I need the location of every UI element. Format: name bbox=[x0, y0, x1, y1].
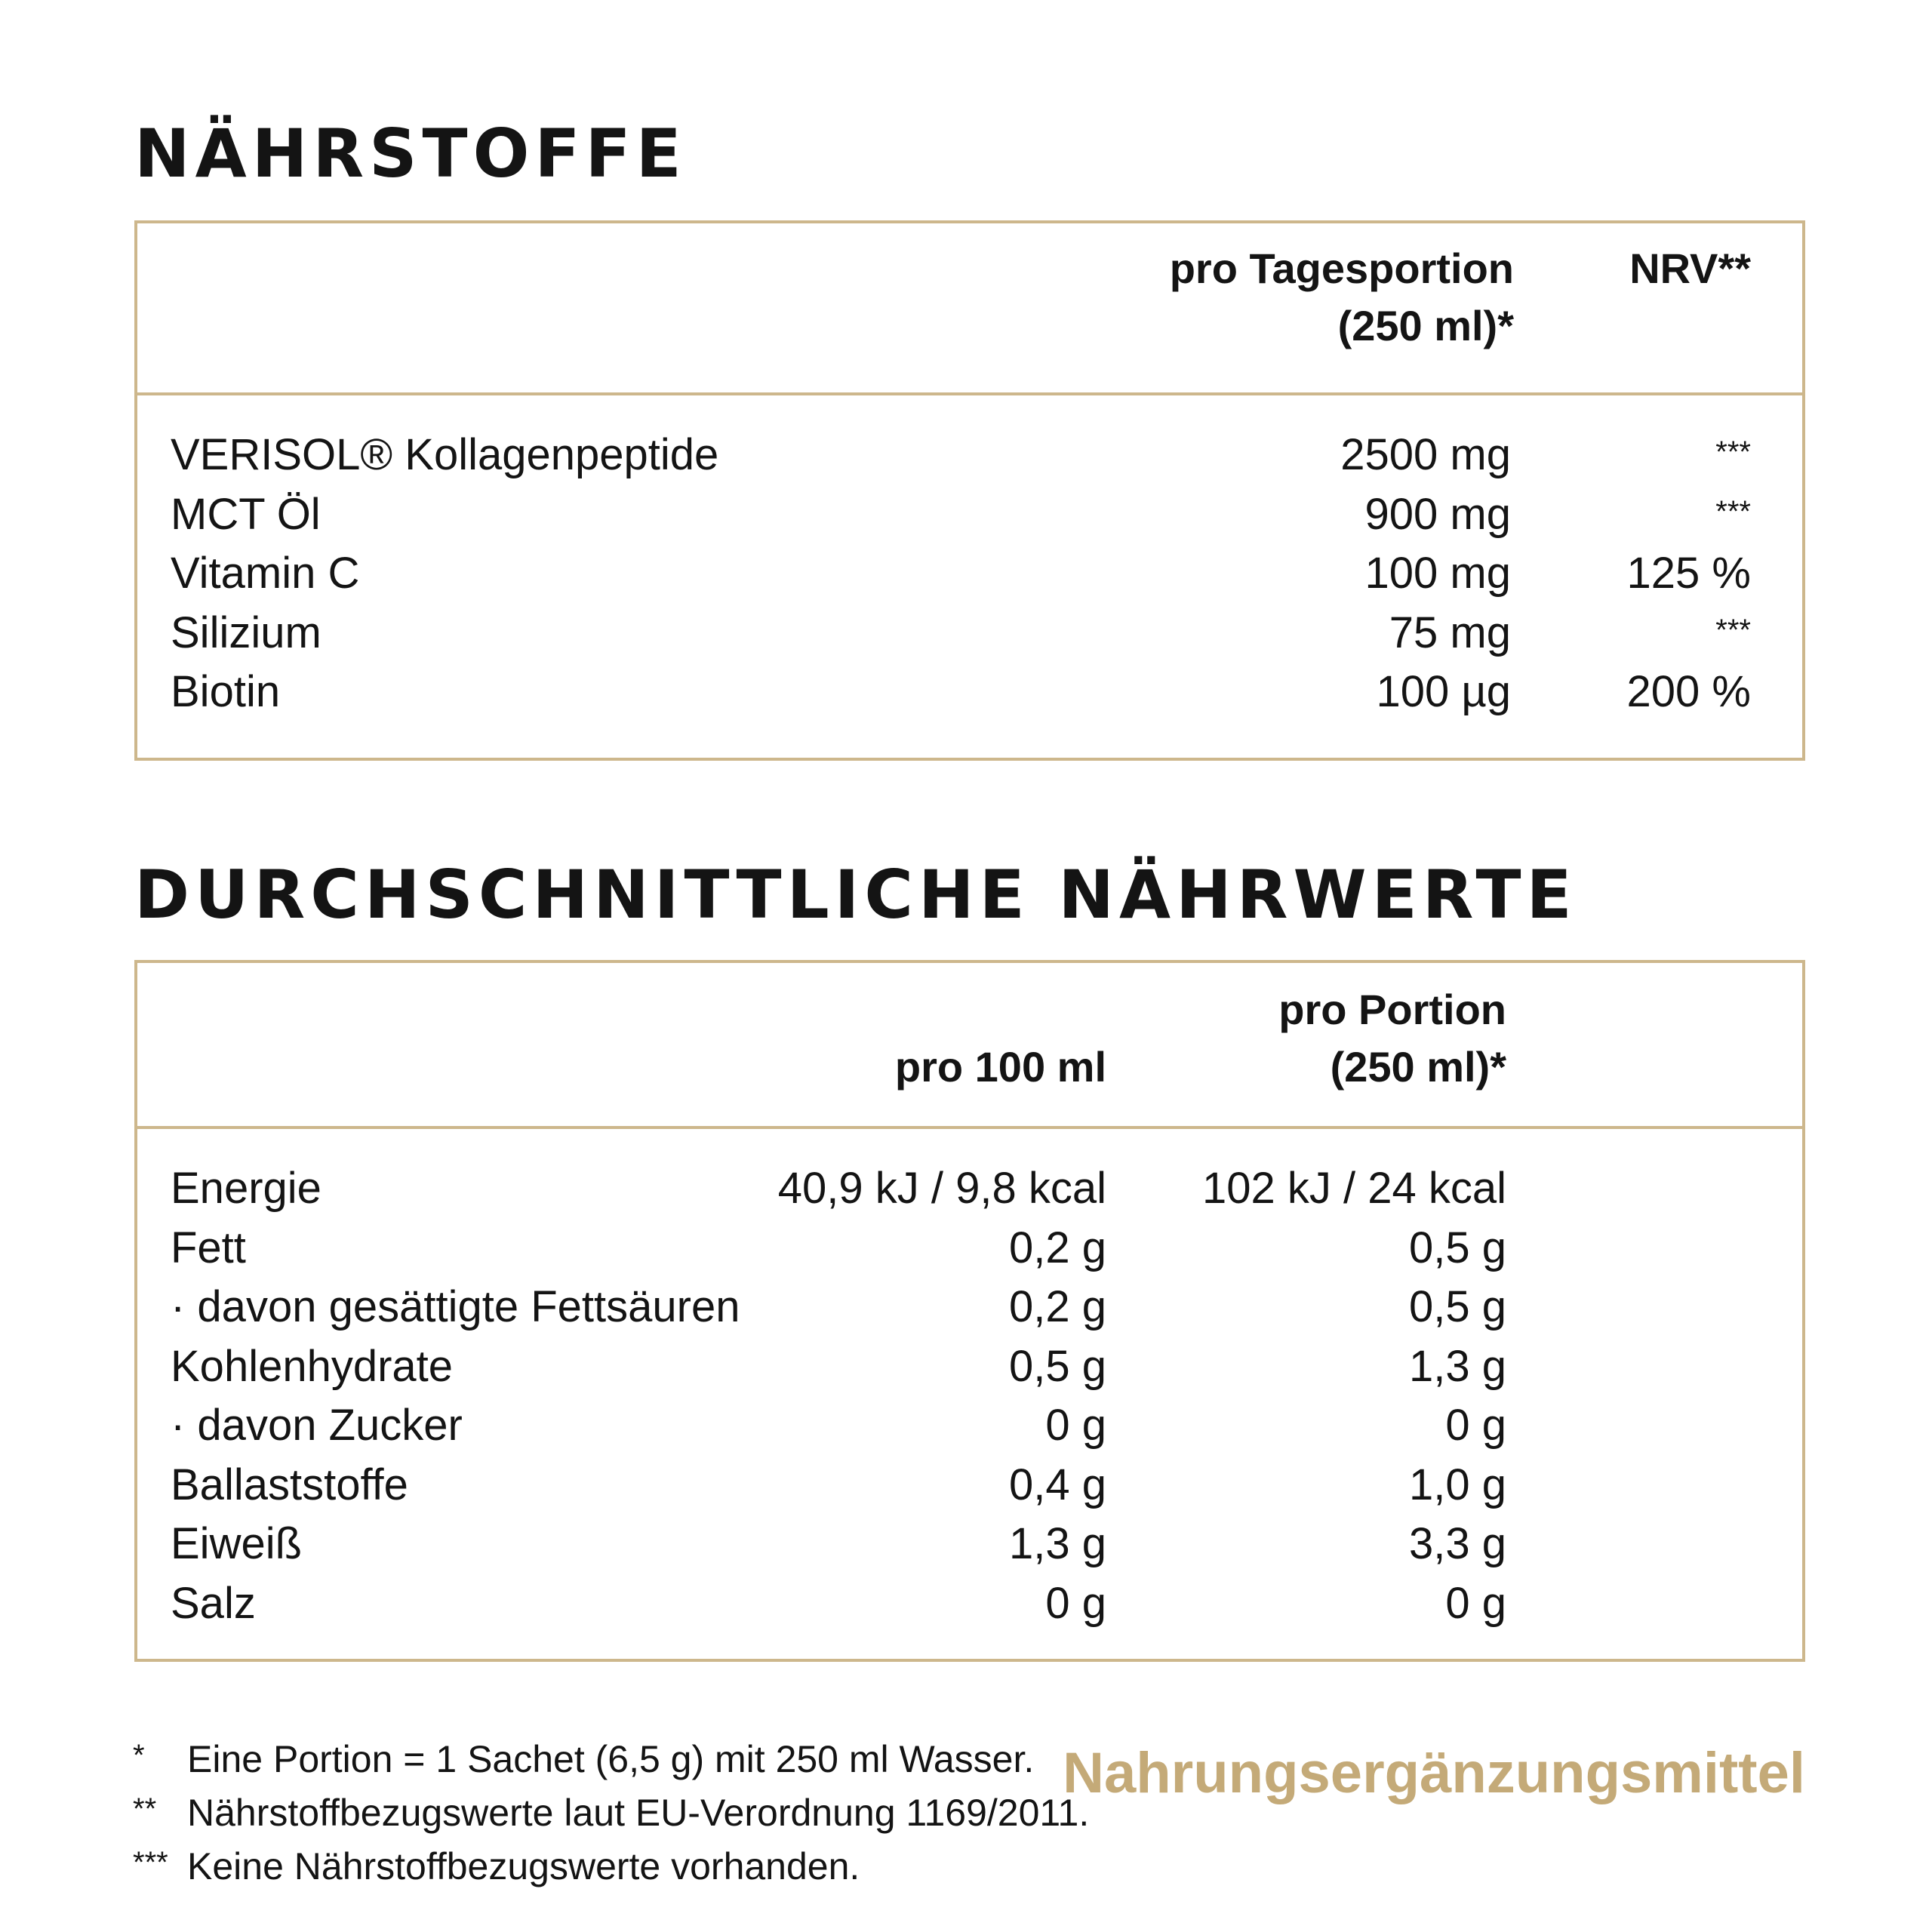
footnote-text: Nährstoffbezugswerte laut EU-Verordnung 1169/2011. bbox=[187, 1792, 1090, 1834]
table-row bbox=[137, 1278, 1802, 1337]
row-per-100ml: 0 g bbox=[1045, 1578, 1106, 1628]
row-label: Silizium bbox=[171, 608, 321, 657]
table-row bbox=[137, 1337, 1802, 1397]
row-label: Vitamin C bbox=[171, 549, 360, 598]
row-per-100ml: 40,9 kJ / 9,8 kcal bbox=[777, 1164, 1106, 1213]
footnote-mark: *** bbox=[133, 1846, 168, 1879]
table-row bbox=[137, 1219, 1802, 1278]
row-nrv: *** bbox=[1715, 494, 1751, 528]
row-label: VERISOL® Kollagenpeptide bbox=[171, 430, 719, 479]
row-amount: 900 mg bbox=[1364, 489, 1511, 539]
row-label: · davon gesättigte Fettsäuren bbox=[171, 1282, 740, 1331]
col-head-per-100ml: pro 100 ml bbox=[894, 1043, 1106, 1091]
row-per-portion: 3,3 g bbox=[1409, 1519, 1506, 1568]
supplement-label: Nahrungsergänzungsmittel bbox=[1063, 1741, 1805, 1805]
row-amount: 100 mg bbox=[1364, 549, 1511, 598]
col-head-daily-portion: pro Tagesportion (250 ml)* bbox=[1169, 245, 1514, 349]
table-row bbox=[137, 604, 1802, 663]
row-per-100ml: 0,4 g bbox=[1009, 1460, 1106, 1509]
row-nrv: 200 % bbox=[1626, 667, 1751, 716]
footnote-text: Eine Portion = 1 Sachet (6,5 g) mit 250 ml Wasser. bbox=[187, 1738, 1035, 1780]
table-row bbox=[137, 1574, 1802, 1634]
table-row bbox=[137, 544, 1802, 604]
row-per-100ml: 0,2 g bbox=[1009, 1282, 1106, 1331]
footnote-text: Keine Nährstoffbezugswerte vorhanden. bbox=[187, 1845, 860, 1887]
row-per-100ml: 0,2 g bbox=[1009, 1223, 1106, 1272]
row-per-portion: 0 g bbox=[1445, 1401, 1506, 1450]
table-row bbox=[137, 1456, 1802, 1515]
row-per-100ml: 0 g bbox=[1045, 1401, 1106, 1450]
col-head-nrv: NRV** bbox=[1629, 245, 1751, 292]
row-nrv: *** bbox=[1715, 435, 1751, 469]
footnote-mark: * bbox=[133, 1739, 145, 1772]
table-row bbox=[137, 485, 1802, 545]
row-nrv: *** bbox=[1715, 613, 1751, 647]
nutrition-facts-table-header bbox=[137, 963, 1802, 1129]
row-per-100ml: 0,5 g bbox=[1009, 1341, 1106, 1391]
table-row bbox=[137, 426, 1802, 485]
row-amount: 2500 mg bbox=[1340, 430, 1511, 479]
row-label: Ballaststoffe bbox=[171, 1460, 408, 1509]
nutrition-facts-heading: DURCHSCHNITTLICHE NÄHRWERTE bbox=[134, 856, 1577, 934]
row-nrv: 125 % bbox=[1626, 549, 1751, 598]
nutrients-heading: NÄHRSTOFFE bbox=[134, 115, 687, 192]
row-label: Biotin bbox=[171, 667, 281, 716]
row-label: Salz bbox=[171, 1578, 256, 1628]
table-row bbox=[137, 1159, 1802, 1219]
row-amount: 75 mg bbox=[1389, 608, 1511, 657]
nutrition-facts-table-body bbox=[137, 1159, 1802, 1633]
row-per-portion: 0,5 g bbox=[1409, 1282, 1506, 1331]
row-per-portion: 0 g bbox=[1445, 1578, 1506, 1628]
row-per-portion: 0,5 g bbox=[1409, 1223, 1506, 1272]
row-per-portion: 1,3 g bbox=[1409, 1341, 1506, 1391]
table-row bbox=[137, 1515, 1802, 1574]
row-per-portion: 102 kJ / 24 kcal bbox=[1202, 1164, 1506, 1213]
table-row bbox=[137, 1396, 1802, 1456]
nutrients-table bbox=[134, 220, 1805, 761]
row-label: Kohlenhydrate bbox=[171, 1341, 454, 1391]
row-label: · davon Zucker bbox=[171, 1401, 463, 1450]
row-per-portion: 1,0 g bbox=[1409, 1460, 1506, 1509]
row-label: Energie bbox=[171, 1164, 321, 1213]
row-label: Fett bbox=[171, 1223, 246, 1272]
row-label: Eiweiß bbox=[171, 1519, 303, 1568]
footnote-mark: ** bbox=[133, 1792, 157, 1826]
row-amount: 100 µg bbox=[1376, 667, 1511, 716]
nutrients-table-header bbox=[137, 223, 1802, 395]
nutrients-table-body bbox=[137, 426, 1802, 722]
col-head-per-portion: pro Portion (250 ml)* bbox=[1278, 986, 1506, 1091]
row-per-100ml: 1,3 g bbox=[1009, 1519, 1106, 1568]
row-label: MCT Öl bbox=[171, 489, 321, 539]
table-row bbox=[137, 663, 1802, 722]
nutrition-facts-table bbox=[134, 960, 1805, 1662]
